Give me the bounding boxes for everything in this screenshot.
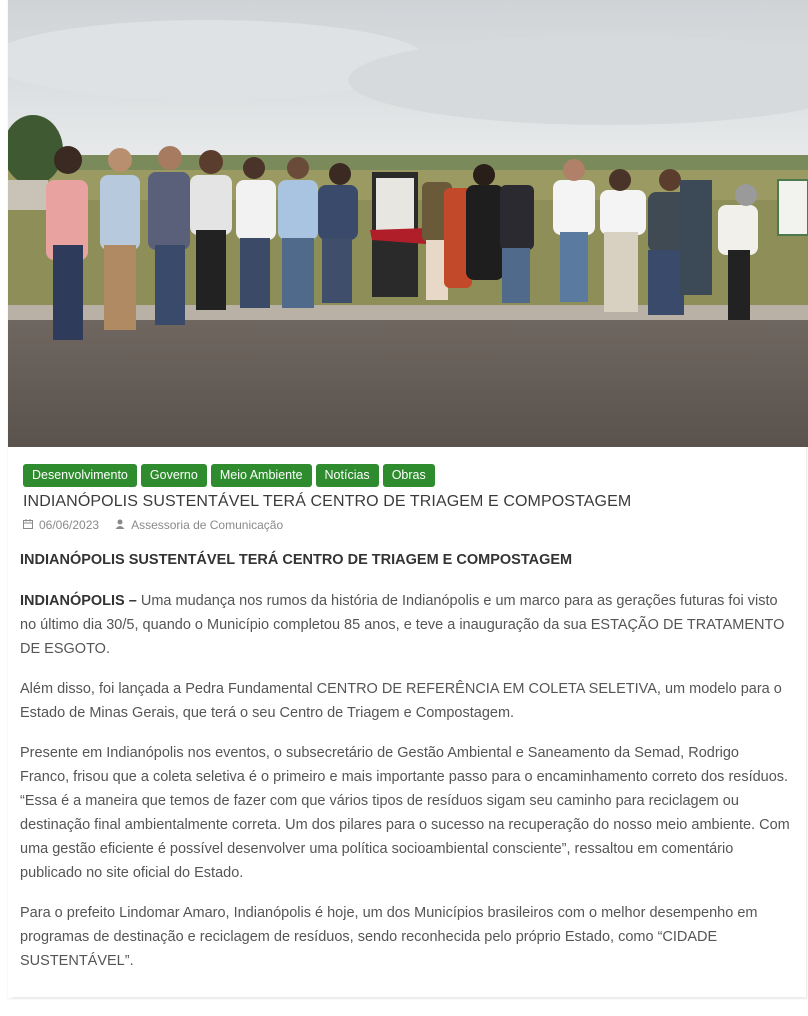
photo-icon <box>8 0 808 447</box>
content-heading: INDIANÓPOLIS SUSTENTÁVEL TERÁ CENTRO DE TRIAGEM E COMPOSTAGEM <box>20 552 573 568</box>
paragraph-1 <box>20 589 790 661</box>
post-title[interactable]: INDIANÓPOLIS SUSTENTÁVEL TERÁ CENTRO DE TRIAGEM E COMPOSTAGEM <box>23 493 632 510</box>
post-date[interactable]: 06/06/2023 <box>39 518 100 532</box>
tag-governo[interactable]: Governo <box>141 464 207 487</box>
post-meta <box>23 518 283 532</box>
category-tags <box>23 464 435 487</box>
user-icon <box>115 518 125 532</box>
paragraph-1-lead: INDIANÓPOLIS – <box>20 593 137 609</box>
paragraph-3: Presente em Indianópolis nos eventos, o subsecretário de Gestão Ambiental e Saneamento da Semad, Rodrigo Franco, frisou que a coleta seletiva é o primeiro e mais importante passo para o encaminhamento correto dos resíduos. “Essa é a maneira que temos de fazer com que vários tipos de resíduos sigam seu caminho para reciclagem ou destinação final ambientalmente correta. Um dos pilares para o sucesso na recuperação do nosso meio ambiente. Com uma gestão eficiente é possível desenvolver uma política socioambiental consciente”, ressaltou em comentário publicado no site oficial do Estado. <box>20 745 790 881</box>
calendar-icon <box>23 518 33 532</box>
divider <box>12 997 806 999</box>
post-content <box>20 548 790 989</box>
tag-desenvolvimento[interactable]: Desenvolvimento <box>23 464 137 487</box>
tag-noticias[interactable]: Notícias <box>316 464 379 487</box>
featured-image[interactable] <box>8 0 808 447</box>
paragraph-4: Para o prefeito Lindomar Amaro, Indianópolis é hoje, um dos Municípios brasileiros com o melhor desempenho em programas de destinação e reciclagem de resíduos, sendo reconhecida pelo próprio Estado, como “CIDADE SUSTENTÁVEL”. <box>20 905 758 969</box>
paragraph-2: Além disso, foi lançada a Pedra Fundamental CENTRO DE REFERÊNCIA EM COLETA SELETIVA, um modelo para o Estado de Minas Gerais, que terá o seu Centro de Triagem e Compostagem. <box>20 681 782 721</box>
tag-meio-ambiente[interactable]: Meio Ambiente <box>211 464 312 487</box>
tag-obras[interactable]: Obras <box>383 464 435 487</box>
paragraph-1-text: Uma mudança nos rumos da história de Indianópolis e um marco para as gerações futuras foi visto no último dia 30/5, quando o Município completou 85 anos, e teve a inauguração da sua ESTAÇÃO DE TRATAMENTO DE ESGOTO. <box>20 593 785 657</box>
post-author[interactable]: Assessoria de Comunicação <box>131 518 284 532</box>
